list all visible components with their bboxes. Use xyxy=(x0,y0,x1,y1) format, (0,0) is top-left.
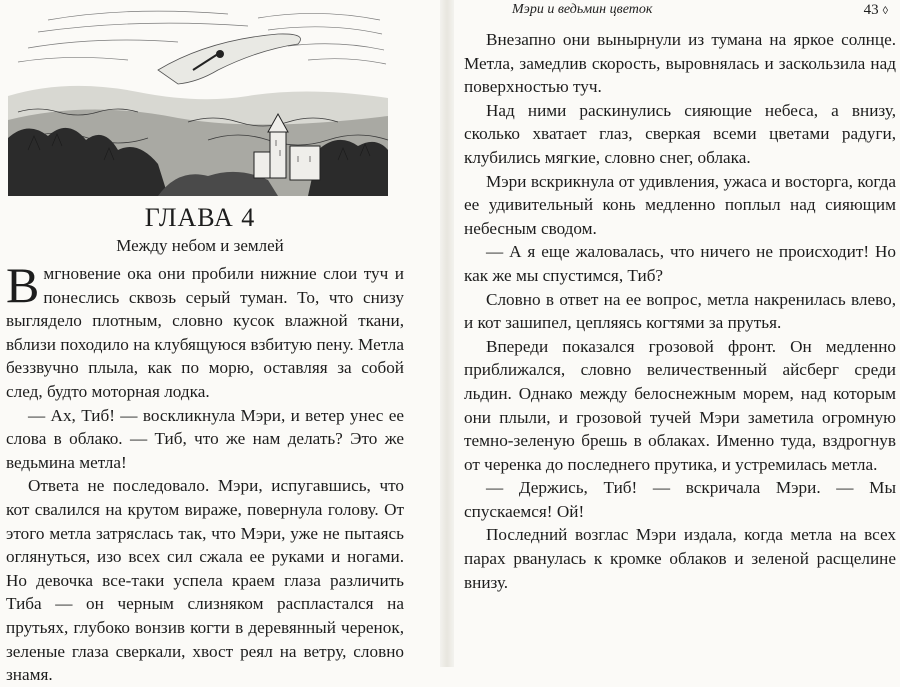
paragraph: — Ах, Тиб! — воскликнула Мэри, и ветер унес ее слова в облако. — Тиб, что же нам делать? Это же ведьмина метла! xyxy=(6,405,404,472)
paragraph: Словно в ответ на ее вопрос, метла накренилась влево, и кот зашипел, цепляясь когтями за прутья. xyxy=(464,289,896,333)
page-number: 43 ◊ xyxy=(863,2,888,18)
chapter-title: ГЛАВА 4 xyxy=(144,203,256,232)
paragraph: Ответа не последовало. Мэри, испугавшись, что кот свалился на крутом вираже, повернула голову. От этого метла затряслась так, что Мэри, уже не пытаясь оглянуться, изо всех сил сжала ее руками и ногами. Но девочка все-таки успела краем глаза различить Тиба — он черным слизняком распластался на прутьях, глубоко вонзив когти в деревянный черенок, зеленые глаза сверкали, хвост реял на ветру, словно знамя. xyxy=(6,476,404,685)
left-page xyxy=(0,0,430,685)
paragraph: — А я еще жаловалась, что ничего не происходит! Но как же мы спустимся, Тиб? xyxy=(464,242,896,285)
running-title: Мэри и ведьмин цветок xyxy=(512,2,653,17)
diamond-ornament-icon: ◊ xyxy=(882,5,888,17)
paragraph: Мэри вскрикнула от удивления, ужаса и восторга, когда ее удивительный конь медленно поплыл над сияющим небесным сводом. xyxy=(464,171,896,238)
left-page-text xyxy=(6,257,404,687)
right-page xyxy=(458,0,900,667)
paragraph: В мгновение ока они пробили нижние слои туч и понеслись сквозь серый туман. То, что снизу выглядело плотным, словно кусок влажной ткани, вблизи походило на клубящуюся взбитую пену. Метла беззвучно плыла, как по морю, оставляя за собой след, будто моторная лодка. xyxy=(6,257,404,401)
paragraph: Впереди показался грозовой фронт. Он медленно приближался, словно величественный айсберг среди льдин. Однако между белоснежным морем, над которым они плыли, и грозовой тучей Мэри заметила огромную темно-зеленую брешь в облаках. Именно туда, вздрогнув от черенка до последнего прутика, и устремилась метла. xyxy=(464,336,896,474)
paragraph: Внезапно они вынырнули из тумана на яркое солнце. Метла, замедлив скорость, выровнялась и заскользила над поверхностью туч. xyxy=(464,30,896,97)
right-page-text xyxy=(464,28,896,594)
chapter-subtitle: Между небом и землей xyxy=(116,236,284,255)
chapter-illustration xyxy=(8,0,388,196)
running-head xyxy=(464,2,894,20)
book-gutter xyxy=(440,0,454,667)
paragraph: — Держись, Тиб! — вскричала Мэри. — Мы спускаемся! Ой! xyxy=(464,478,896,521)
drop-cap: В xyxy=(6,257,40,313)
paragraph: Над ними раскинулись сияющие небеса, а внизу, сколько хватает глаз, сверкая всеми цветами радуги, клубились мягкие, словно снег, облака. xyxy=(464,100,896,167)
paragraph: Последний возглас Мэри издала, когда метла на всех парах рванулась к кромке облаков и зеленой расщелине внизу. xyxy=(464,525,896,592)
